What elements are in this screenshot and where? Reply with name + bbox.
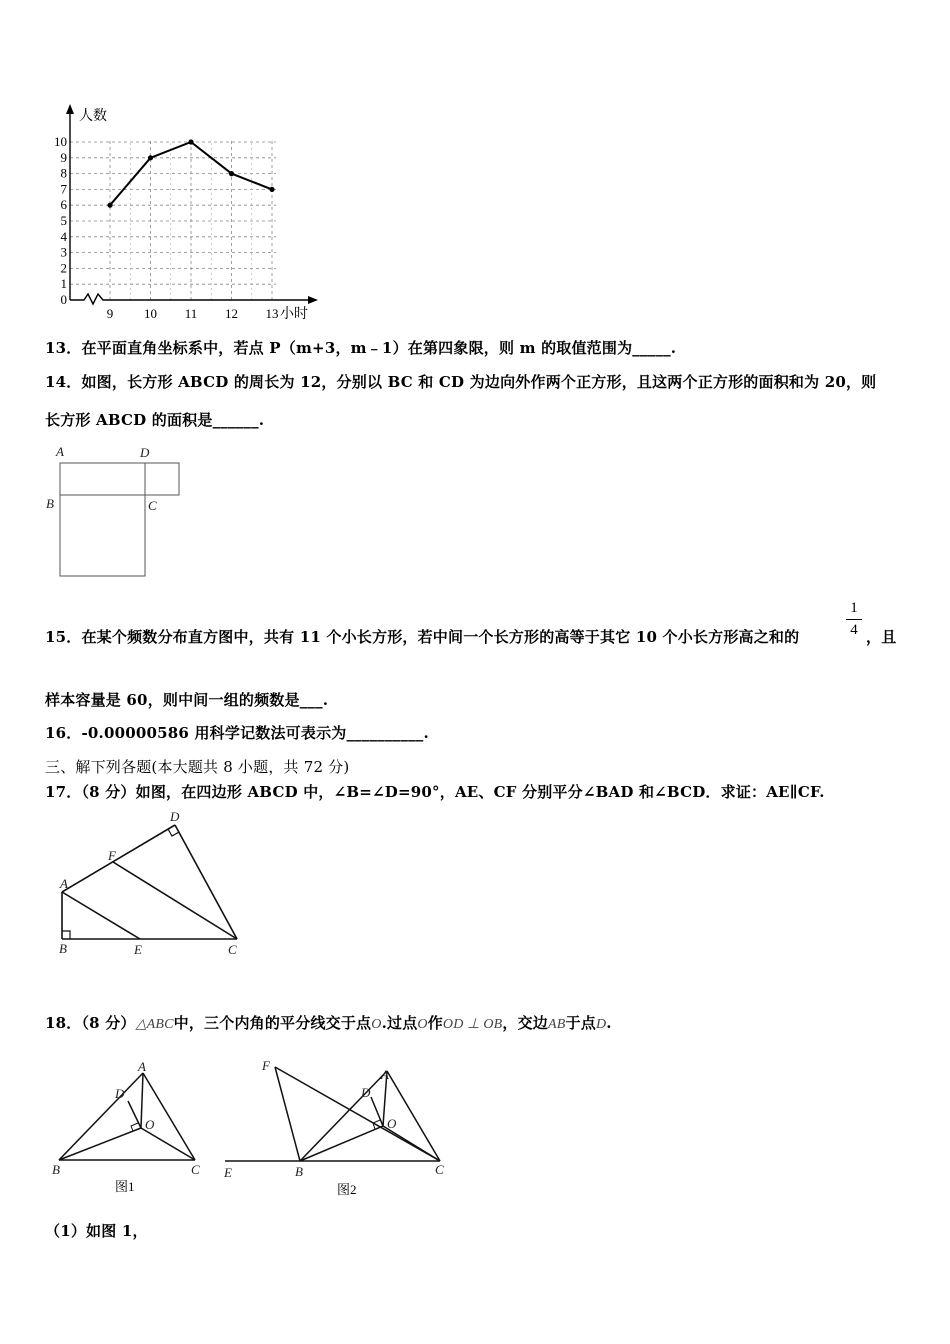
y-tick-label: 3 [60, 244, 67, 260]
y-tick-label: 2 [60, 260, 67, 276]
label-d: D [170, 809, 180, 824]
label-c: C [191, 1162, 200, 1177]
y-tick-label: 7 [60, 181, 67, 197]
x-tick-label: 9 [106, 306, 114, 321]
label-d: D [140, 445, 150, 460]
label-a: A [60, 876, 68, 891]
x-axis-label: 小时 [280, 307, 308, 322]
square-on-cd [145, 463, 179, 495]
question-17: 17．（8 分）如图，在四边形 ABCD 中，∠B=∠D=90°，AE、CF 分别平分∠BAD 和∠BCD．求证：AE∥CF. [45, 783, 825, 801]
q18-text-2: .过点 [381, 1014, 418, 1032]
figure-2-caption: 图2 [337, 1182, 357, 1197]
data-point [107, 203, 112, 208]
label-c: C [228, 942, 237, 957]
y-tick-label: 8 [60, 165, 67, 181]
label-e: E [224, 1165, 232, 1180]
chart-axes [66, 104, 318, 304]
label-b: B [295, 1164, 303, 1179]
data-point [269, 187, 274, 192]
question-15-tail: ，且 [866, 628, 897, 646]
x-tick-label: 12 [225, 306, 238, 321]
q18-point-o-1: O [371, 1017, 382, 1032]
label-b: B [46, 496, 54, 511]
y-axis-label: 人数 [79, 109, 107, 124]
fraction-numerator: 1 [850, 600, 858, 616]
triangle-figure-1 [45, 1060, 215, 1200]
q18-text-6: . [606, 1014, 612, 1032]
label-c: C [148, 498, 157, 513]
rectangle-abcd [60, 463, 145, 495]
q18-point-d: D [595, 1017, 607, 1032]
q18-triangle-abc: △ABC [135, 1017, 174, 1032]
y-tick-label: 4 [60, 228, 67, 244]
label-a: A [138, 1060, 146, 1074]
y-tick-label: 1 [60, 276, 67, 292]
question-13: 13．在平面直角坐标系中，若点 P（m+3，m﹣1）在第四象限，则 m 的取值范围为_____. [45, 339, 677, 357]
x-tick-label: 10 [144, 306, 157, 321]
label-b: B [59, 941, 67, 956]
y-tick-label: 0 [60, 292, 67, 307]
data-point [148, 155, 153, 160]
label-f: F [108, 848, 116, 863]
q18-prefix: 18．（8 分） [45, 1014, 136, 1032]
label-a: A [381, 1067, 389, 1082]
chart-ticks [54, 107, 308, 322]
question-15-line1: 15．在某个频数分布直方图中，共有 11 个小长方形，若中间一个长方形的高等于其它 10 个小长方形高之和的 [45, 628, 800, 646]
q18-perpendicular: OD ⊥ OB [442, 1017, 503, 1032]
y-tick-label: 9 [60, 149, 67, 165]
q18-text-3: 作 [427, 1014, 443, 1032]
label-d: D [115, 1086, 125, 1101]
label-o: O [387, 1116, 397, 1131]
label-a: A [56, 444, 64, 459]
question-18 [45, 1012, 612, 1033]
x-tick-label: 13 [265, 306, 279, 321]
question-15-line2: 样本容量是 60，则中间一组的频数是___. [45, 691, 329, 709]
label-c: C [435, 1162, 444, 1177]
label-b: B [52, 1162, 60, 1177]
y-tick-label: 10 [54, 134, 67, 149]
fraction-denominator: 4 [850, 622, 858, 638]
x-tick-label: 11 [184, 306, 198, 321]
question-14-line1: 14．如图，长方形 ABCD 的周长为 12，分别以 BC 和 CD 为边向外作两个正方形，且这两个正方形的面积和为 20，则 [45, 373, 877, 391]
label-d: D [361, 1085, 371, 1100]
square-on-bc [60, 495, 145, 576]
figure-1-caption: 图1 [115, 1179, 135, 1194]
fraction-one-quarter [846, 600, 862, 639]
data-point [188, 139, 193, 144]
label-f: F [262, 1058, 270, 1073]
label-e: E [134, 942, 142, 957]
q18-point-o-2: O [417, 1017, 428, 1032]
q18-text-4: ，交边 [502, 1014, 549, 1032]
data-point [229, 171, 234, 176]
y-axis-arrow [66, 104, 74, 114]
q18-text-5: 于点 [565, 1014, 596, 1032]
q18-text-1: 中，三个内角的平分线交于点 [173, 1014, 372, 1032]
rectangle-figure [40, 440, 200, 585]
question-18-part-1: （1）如图 1， [45, 1222, 148, 1240]
q18-side-ab: AB [548, 1017, 566, 1032]
x-axis [70, 294, 310, 304]
quadrilateral-figure [40, 805, 260, 965]
chart-grid [70, 140, 276, 300]
section-3-heading: 三、解下列各题(本大题共 8 小题，共 72 分) [45, 758, 350, 776]
y-tick-label: 5 [60, 213, 67, 228]
triangle-figure-2 [215, 1050, 460, 1205]
x-axis-arrow [308, 296, 318, 304]
label-o: O [145, 1117, 155, 1132]
line-chart [40, 100, 340, 325]
y-tick-label: 6 [60, 197, 67, 213]
question-16: 16．-0.00000586 用科学记数法可表示为__________. [45, 724, 429, 742]
question-14-line2: 长方形 ABCD 的面积是______. [45, 411, 265, 429]
